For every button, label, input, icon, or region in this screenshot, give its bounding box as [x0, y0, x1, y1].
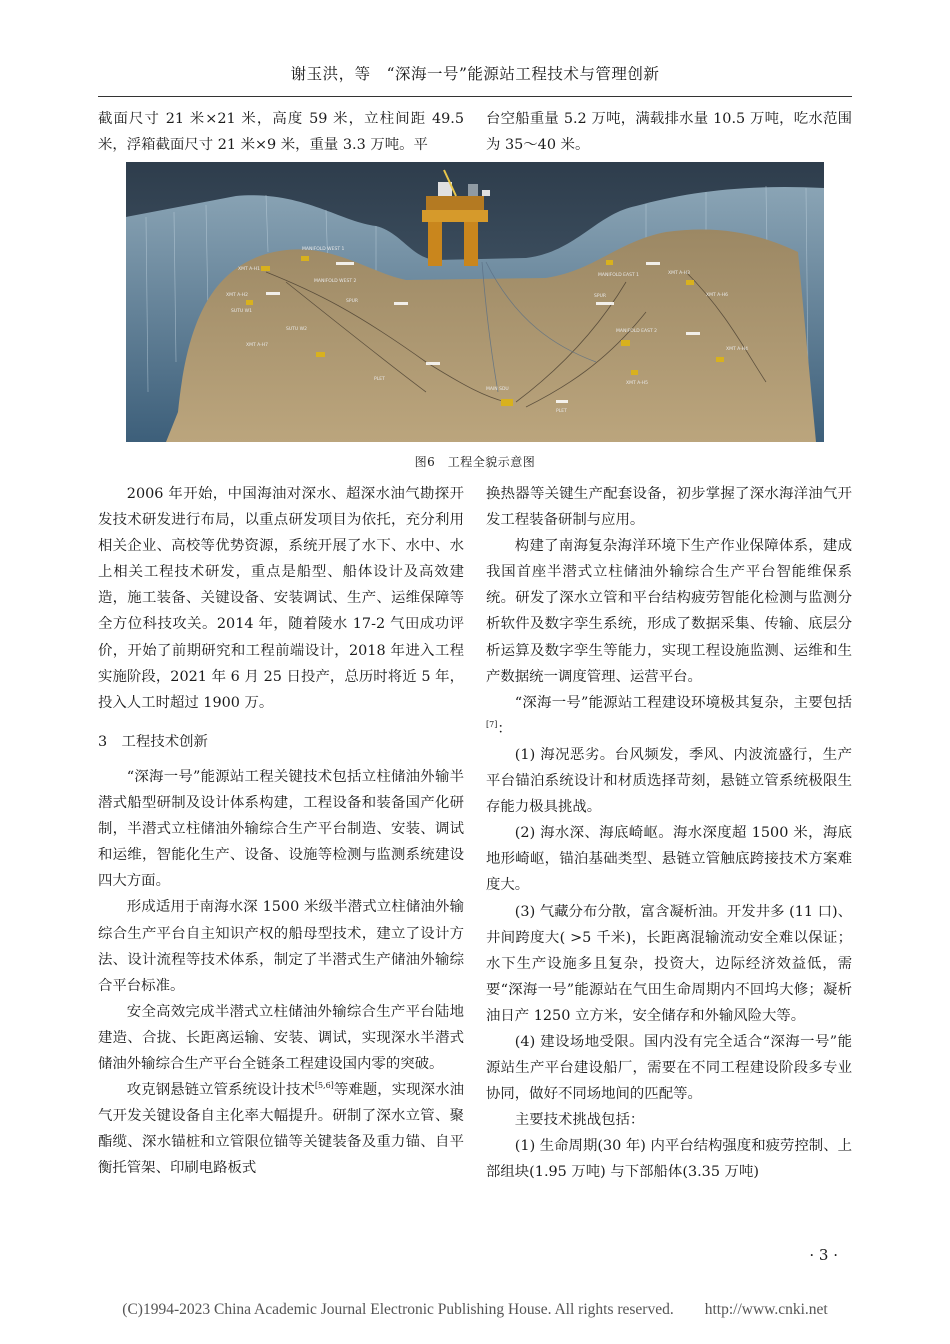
paragraph: (3) 气藏分布分散，富含凝析油。开发井多 (11 口)、井间跨度大( >5 千米)，长距离混输流动安全难以保证；水下生产设施多且复杂，投资大，边际经济效益低，需要“深海一号”能源站在气田生命周期内不回坞大修；凝析油日产 1250 立方米，安全储存和外输风险大等。 [486, 903, 852, 1024]
figure-label: SUTU W1 [231, 309, 252, 314]
figure-label: MANIFOLD WEST 1 [302, 247, 345, 252]
top-right-column [486, 106, 852, 158]
text: “深海一号”能源站工程建设环境极其复杂，主要包括 [514, 694, 852, 711]
figure-label: SUTU W2 [286, 327, 307, 332]
paragraph: (1) 海况恶劣。台风频发，季风、内波流盛行，生产平台锚泊系统设计和材质选择苛刻，悬链立管系统极限生存能力极具挑战。 [486, 746, 852, 816]
header-rule [98, 96, 852, 97]
paragraph: (1) 生命周期(30 年) 内平台结构强度和疲劳控制、上部组块(1.95 万吨) 与下部船体(3.35 万吨) [486, 1138, 852, 1181]
text: 攻克钢悬链立管系统设计技术 [126, 1082, 315, 1099]
left-column [98, 481, 464, 1181]
paragraph [486, 690, 852, 742]
paragraph: 安全高效完成半潜式立柱储油外输综合生产平台陆地建造、合拢、长距离运输、安装、调试，实现深水半潜式储油外输综合生产平台全链条工程建设国内零的突破。 [98, 1003, 464, 1072]
figure-label: XMT A-H1 [238, 267, 260, 272]
figure-caption: 图6 工程全貌示意图 [414, 455, 536, 469]
figure-label: PLET [556, 409, 567, 414]
figure-label: PLET [374, 377, 385, 382]
paragraph: “深海一号”能源站工程关键技术包括立柱储油外输半潜式船型研制及设计体系构建，工程设备和装备国产化研制，半潜式立柱储油外输综合生产平台制造、安装、调试和运维，智能化生产、设备、设施等检测与监测系统建设四大方面。 [98, 768, 464, 890]
citation: [5,6] [314, 1081, 334, 1091]
figure-label: XMT A-H4 [726, 347, 748, 352]
right-column [486, 481, 852, 1186]
figure-label: XMT A-H7 [246, 343, 268, 348]
subsea-field-illustration [126, 162, 824, 442]
project-overview-figure [126, 162, 824, 442]
paragraph: 主要技术挑战包括： [514, 1112, 645, 1129]
figure-label: MANIFOLD EAST 1 [598, 273, 640, 278]
paragraph: 2006 年开始，中国海油对深水、超深水油气勘探开发技术研发进行布局，以重点研发项目为依托，充分利用相关企业、高校等优势资源，系统开展了水下、水中、水上相关工程技术研发，重点是船型、船体设计及高效建造，施工装备、关键设备、安装调试、生产、运维保障等全方位科技攻关。2014 年，随着陵水 17-2 气田成功评价，开始了前期研究和工程前端设计，2018 年进入工程实施阶段，2021 年 6 月 25 日投产，总历时将近 5 年，投入人工时超过 1900 万。 [98, 486, 464, 711]
paragraph: 截面尺寸 21 米×21 米，高度 59 米，立柱间距 49.5 米，浮箱截面尺寸 21 米×9 米，重量 3.3 万吨。平 [98, 111, 464, 154]
citation: [7] [486, 720, 498, 730]
figure-label: XMT A-H6 [706, 293, 728, 298]
figure-label: XMT A-H3 [668, 271, 690, 276]
paragraph: 形成适用于南海水深 1500 米级半潜式立柱储油外输综合生产平台自主知识产权的船母型技术，建立了设计方法、设计流程等技术体系，制定了半潜式生产储油外输综合平台标准。 [98, 899, 464, 994]
text: ： [497, 720, 512, 737]
paragraph: 台空船重量 5.2 万吨，满载排水量 10.5 万吨，吃水范围为 35～40 米。 [486, 111, 852, 154]
figure-label: MAIN SDU [486, 387, 509, 392]
figure-label: XMT A-H5 [626, 381, 648, 386]
text: 等难题，实现深水油气开发关键设备自主化率大幅提升。研制了深水立管、聚酯缆、深水锚桩和立管限位锚等关键装备及重力锚、自平衡托管架、印刷电路板式 [98, 1082, 464, 1177]
figure-label: MANIFOLD WEST 2 [314, 279, 357, 284]
paragraph: 换热器等关键生产配套设备，初步掌握了深水海洋油气开发工程装备研制与应用。 [486, 486, 852, 529]
paragraph: (4) 建设场地受限。国内没有完全适合“深海一号”能源站生产平台建设船厂，需要在不同工程建设阶段多专业协同，做好不同场地间的匹配等。 [486, 1033, 852, 1103]
page-number: · 3 · [809, 1246, 838, 1264]
copyright-footer: (C)1994-2023 China Academic Journal Electronic Publishing House. All rights reserved. http://www.cnki.net [122, 1301, 828, 1318]
section-title: 3 工程技术创新 [98, 733, 208, 750]
figure-label: MANIFOLD EAST 2 [616, 329, 658, 334]
top-left-column [98, 106, 464, 158]
figure-label: SPUR [594, 294, 606, 299]
figure-label: SPUR [346, 299, 358, 304]
paragraph: (2) 海水深、海底崎岖。海水深度超 1500 米，海底地形崎岖，锚泊基础类型、悬链立管触底跨接技术方案难度大。 [486, 825, 852, 894]
running-header: 谢玉洪，等 “深海一号”能源站工程技术与管理创新 [290, 65, 660, 83]
figure-label: XMT A-H2 [226, 293, 248, 298]
paragraph [98, 1077, 464, 1181]
paragraph: 构建了南海复杂海洋环境下生产作业保障体系，建成我国首座半潜式立柱储油外输综合生产平台智能维保系统。研发了深水立管和平台结构疲劳智能化检测与监测分析软件及数字孪生系统，形成了数据采集、传输、底层分析运算及数字孪生等能力，实现工程设施监测、运维和生产数据统一调度管理、运营平台。 [486, 538, 852, 685]
